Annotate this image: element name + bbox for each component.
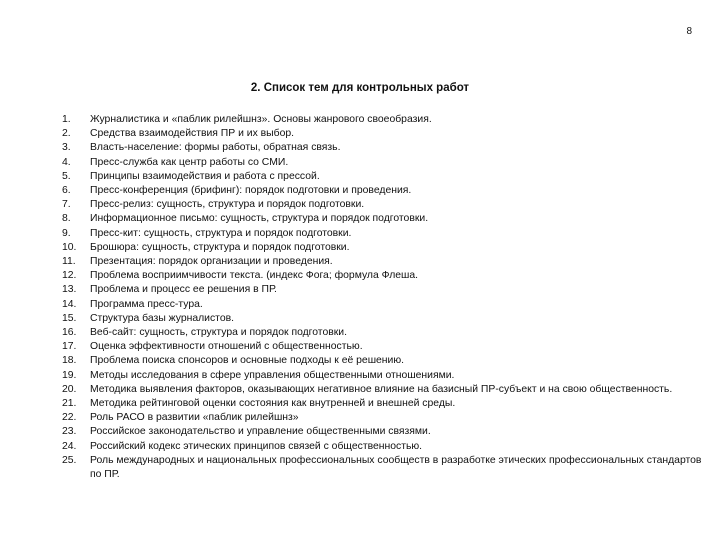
topic-item bbox=[62, 298, 702, 312]
topic-text: Пресс-релиз: сущность, структура и порядок подготовки. bbox=[90, 199, 365, 211]
topic-number: 11. bbox=[62, 256, 76, 268]
topic-text: Структура базы журналистов. bbox=[90, 312, 235, 324]
topic-number: 5. bbox=[62, 170, 71, 182]
topic-text: Программа пресс-тура. bbox=[90, 298, 203, 310]
topic-number: 19. bbox=[62, 369, 77, 381]
topic-number: 20. bbox=[62, 383, 77, 395]
topic-number: 3. bbox=[62, 142, 71, 154]
topic-text: Оценка эффективности отношений с общественностью. bbox=[90, 341, 363, 353]
topic-number: 14. bbox=[62, 298, 77, 310]
topic-item bbox=[62, 369, 702, 383]
topic-number: 1. bbox=[62, 114, 71, 125]
topic-text: Российское законодательство и управление общественными связями. bbox=[90, 426, 431, 438]
topic-text: Власть-население: формы работы, обратная связь. bbox=[90, 142, 341, 154]
topic-text: Методика выявления факторов, оказывающих негативное влияние на базисный ПР-субъект и на свою общественность. bbox=[90, 383, 673, 395]
topic-item bbox=[62, 383, 702, 397]
topic-item bbox=[62, 440, 702, 454]
topic-item bbox=[62, 312, 702, 326]
topic-number: 9. bbox=[62, 227, 71, 239]
topic-text: Методика рейтинговой оценки состояния как внутренней и внешней среды. bbox=[90, 398, 456, 410]
topic-number: 18. bbox=[62, 355, 77, 367]
topic-item bbox=[62, 170, 702, 184]
topic-text: Пресс-конференция (брифинг): порядок подготовки и проведения. bbox=[90, 185, 412, 197]
topic-number: 22. bbox=[62, 412, 77, 424]
topic-text: Проблема восприимчивости текста. (индекс Фога; формула Флеша. bbox=[90, 270, 419, 282]
topic-item bbox=[62, 141, 702, 155]
topic-item bbox=[62, 269, 702, 283]
topic-text: Принципы взаимодействия и работа с прессой. bbox=[90, 170, 320, 182]
topic-number: 10. bbox=[62, 241, 77, 253]
topic-item bbox=[62, 454, 702, 482]
topic-text: Информационное письмо: сущность, структура и порядок подготовки. bbox=[90, 213, 429, 225]
topic-number: 24. bbox=[62, 440, 77, 452]
topic-text: Пресс-служба как центр работы со СМИ. bbox=[90, 156, 289, 168]
topic-item bbox=[62, 127, 702, 141]
topic-text: Пресс-кит: сущность, структура и порядок подготовки. bbox=[90, 227, 352, 239]
topic-item bbox=[62, 397, 702, 411]
topic-number: 16. bbox=[62, 327, 77, 339]
topic-number: 7. bbox=[62, 199, 71, 211]
topic-text: Средства взаимодействия ПР и их выбор. bbox=[90, 128, 295, 140]
topic-number: 23. bbox=[62, 426, 77, 438]
topic-number: 12. bbox=[62, 270, 77, 282]
topic-number: 25. bbox=[62, 454, 77, 466]
topic-text: Веб-сайт: сущность, структура и порядок подготовки. bbox=[90, 327, 347, 339]
topic-number: 13. bbox=[62, 284, 77, 296]
topic-item bbox=[62, 326, 702, 340]
topic-list bbox=[62, 113, 702, 482]
topic-text: Брошюра: сущность, структура и порядок подготовки. bbox=[90, 241, 350, 253]
topic-item bbox=[62, 156, 702, 170]
topic-item bbox=[62, 184, 702, 198]
topic-number: 2. bbox=[62, 128, 71, 140]
topic-item bbox=[62, 212, 702, 226]
topic-text: Роль международных и национальных профессиональных сообществ в разработке этических профессиональных стандартов по ПР. bbox=[90, 454, 702, 481]
page-number: 8 bbox=[686, 26, 692, 37]
topic-item bbox=[62, 283, 702, 297]
topic-item bbox=[62, 227, 702, 241]
topic-number: 8. bbox=[62, 213, 71, 225]
topic-number: 21. bbox=[62, 398, 77, 410]
topic-item bbox=[62, 425, 702, 439]
topic-number: 6. bbox=[62, 185, 71, 197]
topic-item bbox=[62, 411, 702, 425]
topic-text: Проблема поиска спонсоров и основные подходы к её решению. bbox=[90, 355, 405, 367]
topic-item bbox=[62, 241, 702, 255]
section-title: 2. Список тем для контрольных работ bbox=[250, 82, 470, 94]
topic-number: 17. bbox=[62, 341, 77, 353]
topic-item bbox=[62, 340, 702, 354]
topic-item bbox=[62, 113, 702, 127]
topic-text: Российский кодекс этических принципов связей с общественностью. bbox=[90, 440, 423, 452]
topic-text: Журналистика и «паблик рилейшнз». Основы жанрового своеобразия. bbox=[90, 114, 432, 125]
topic-text: Роль РАСО в развитии «паблик рилейшнз» bbox=[90, 412, 299, 424]
topic-item bbox=[62, 255, 702, 269]
topic-item bbox=[62, 198, 702, 212]
topic-number: 4. bbox=[62, 156, 71, 168]
topic-number: 15. bbox=[62, 312, 77, 324]
topic-text: Методы исследования в сфере управления общественными отношениями. bbox=[90, 369, 455, 381]
topic-text: Проблема и процесс ее решения в ПР. bbox=[90, 284, 277, 296]
topic-text: Презентация: порядок организации и проведения. bbox=[90, 256, 333, 268]
topic-item bbox=[62, 354, 702, 368]
